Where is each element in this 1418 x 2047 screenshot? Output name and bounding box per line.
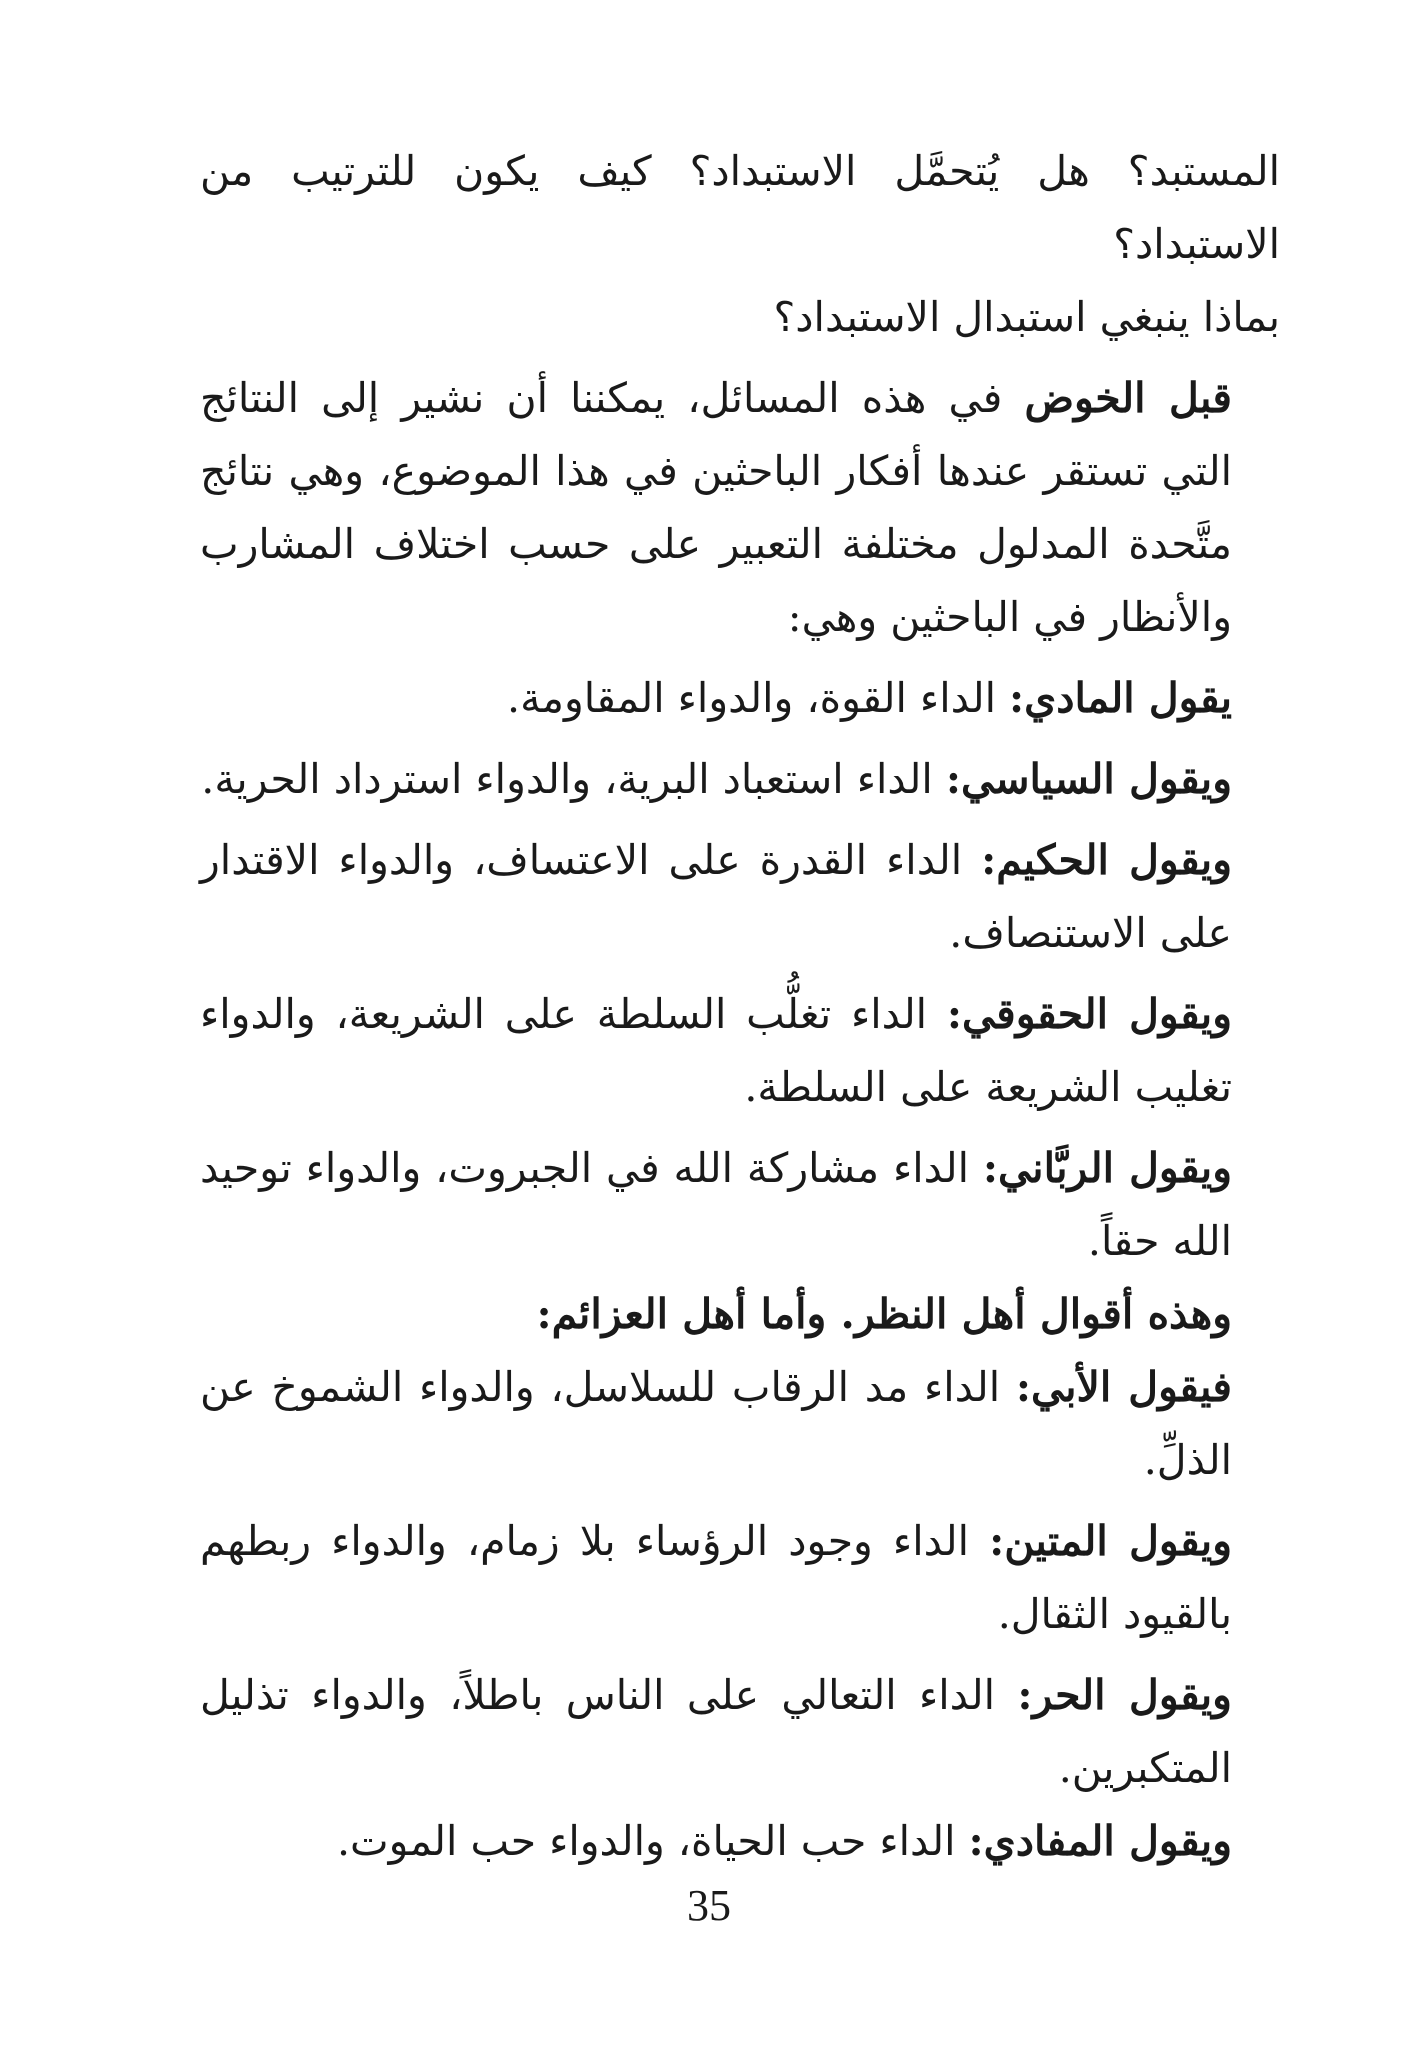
saying-jurist — [200, 978, 1280, 1124]
saying-text: الداء تغلُّب السلطة على الشريعة، والدواء تغليب الشريعة على السلطة. — [200, 990, 1232, 1111]
saying-speaker: ويقول المفادي: — [968, 1817, 1232, 1865]
saying-speaker: ويقول الحقوقي: — [946, 990, 1233, 1038]
saying-speaker: ويقول المتين: — [989, 1517, 1232, 1565]
saying-speaker: ويقول الربَّاني: — [982, 1144, 1232, 1192]
saying-steadfast — [200, 1505, 1280, 1651]
intro-paragraph — [200, 362, 1280, 654]
paragraph-lead: قبل الخوض — [1024, 374, 1232, 422]
saying-speaker: فيقول الأبي: — [1015, 1363, 1232, 1411]
intro-line-1: المستبد؟ هل يُتحمَّل الاستبداد؟ كيف يكون للترتيب من الاستبداد؟ — [200, 147, 1280, 268]
saying-speaker: ويقول السياسي: — [945, 755, 1232, 803]
saying-free — [200, 1659, 1280, 1805]
transition-text: وهذه أقوال أهل النظر. وأما أهل العزائم: — [536, 1290, 1232, 1338]
saying-speaker: ويقول الحكيم: — [981, 836, 1232, 884]
saying-text: الداء وجود الرؤساء بلا زمام، والدواء ربطهم بالقيود الثقال. — [200, 1517, 1232, 1638]
intro-line-2: بماذا ينبغي استبدال الاستبداد؟ — [773, 293, 1280, 341]
saying-text: الداء حب الحياة، والدواء حب الموت. — [337, 1817, 969, 1865]
saying-text: الداء القدرة على الاعتساف، والدواء الاقتدار على الاستنصاف. — [200, 836, 1232, 957]
saying-text: الداء استعباد البرية، والدواء استرداد الحرية. — [201, 755, 946, 803]
saying-proud — [200, 1351, 1280, 1497]
saying-speaker: يقول المادي: — [1009, 674, 1232, 722]
saying-sage — [200, 824, 1280, 970]
saying-self-sacrificing — [200, 1805, 1280, 1878]
saying-politician — [200, 743, 1280, 816]
paragraph-text: في هذه المسائل، يمكننا أن نشير إلى النتائج التي تستقر عندها أفكار الباحثين في هذا الموضوع، وهي نتائج متَّحدة المدلول مختلفة التعبير على حسب اختلاف المشارب والأنظار في الباحثين وهي: — [200, 374, 1232, 641]
saying-text: الداء التعالي على الناس باطلاً، والدواء تذليل المتكبرين. — [200, 1671, 1232, 1792]
saying-speaker: ويقول الحر: — [1017, 1671, 1232, 1719]
transition-line — [200, 1278, 1280, 1351]
saying-text: الداء مد الرقاب للسلاسل، والدواء الشموخ عن الذلِّ. — [200, 1363, 1232, 1484]
saying-text: الداء القوة، والدواء المقاومة. — [507, 674, 1010, 722]
saying-divine — [200, 1132, 1280, 1278]
page-text — [200, 135, 1280, 1878]
saying-materialist — [200, 662, 1280, 735]
saying-text: الداء مشاركة الله في الجبروت، والدواء توحيد الله حقاً. — [200, 1144, 1232, 1265]
page-number: 35 — [687, 1881, 731, 1930]
